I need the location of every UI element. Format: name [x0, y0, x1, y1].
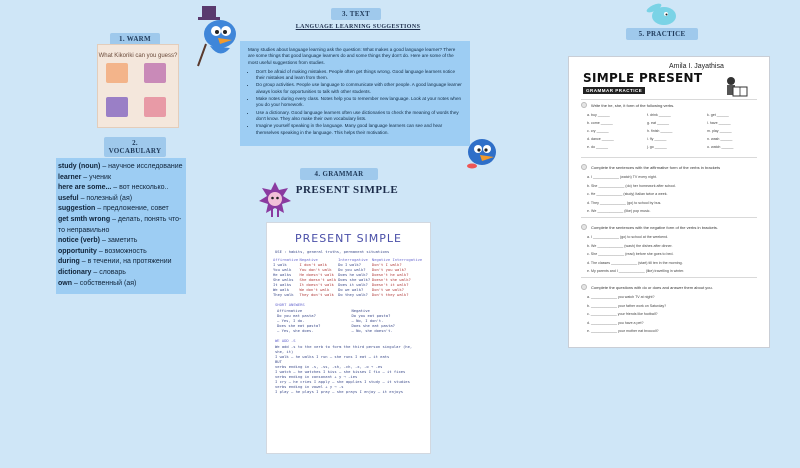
text-panel	[240, 41, 470, 146]
section-label-practice: 5. PRACTICE	[626, 28, 698, 40]
worksheet-item: n. wash ______	[707, 137, 733, 141]
spelling-line: verbs ending in consonant + y → -ies	[275, 374, 358, 379]
spelling-line: verbs ending in vowel + y → -s	[275, 384, 344, 389]
text-bullet: • Make notes during every class. Notes help you to remember new language. Look at your notes when you do your homework.	[256, 96, 462, 109]
vocab-item	[58, 173, 184, 184]
worksheet-divider	[581, 217, 757, 218]
worksheet-item: o. watch ______	[707, 145, 734, 149]
table-cell: I don't walk	[299, 262, 327, 267]
vocab-item	[58, 279, 184, 290]
grammar-title: PRESENT SIMPLE	[295, 184, 399, 196]
table-cell: It walks	[273, 282, 292, 287]
worksheet-instruction: Write the he, she, it form of the following verbs.	[591, 103, 675, 108]
character-thumb-2	[144, 63, 166, 83]
conjugation-table	[273, 257, 425, 297]
table-header: Negative	[299, 257, 318, 262]
table-cell: She walks	[273, 277, 294, 282]
spelling-line: I cry – he cries I apply – she applies I study – it studies	[275, 379, 410, 384]
section-number-badge	[581, 224, 587, 230]
section-number-badge	[581, 102, 587, 108]
worksheet-item: d. _____________ you have a pet?	[587, 320, 644, 325]
vocab-term: suggestion	[58, 205, 96, 213]
short-answer-line: Does she eat pasta?	[351, 323, 395, 328]
text-title: LANGUAGE LEARNING SUGGESTIONS	[295, 24, 421, 30]
vocab-definition: – вот несколько..	[111, 184, 169, 192]
grammar-sheet	[266, 222, 431, 454]
table-cell: She doesn't walk	[299, 277, 337, 282]
worksheet-item: f. drink ______	[647, 113, 671, 117]
vocab-item	[58, 257, 184, 268]
worksheet-item: a. buy ______	[587, 113, 610, 117]
section-number-badge	[581, 284, 587, 290]
short-answer-line: Do you eat pasta?	[351, 313, 391, 318]
vocab-item	[58, 204, 184, 215]
table-cell: Does he walk?	[338, 272, 368, 277]
vocab-definition: – заметить	[100, 237, 138, 245]
vocab-definition: – полезный (ая)	[78, 194, 133, 202]
warm-up-card	[97, 44, 179, 128]
text-intro: Many studies about language learning ask the question: What makes a good language learner? There are some things that good language learners do and some things they don't do. Here are some of the most useful suggestions from studies.	[248, 47, 456, 65]
table-cell: Does it walk?	[338, 282, 368, 287]
short-answer-line: Does she eat pasta?	[277, 323, 321, 328]
short-answer-line: – No, I don't.	[351, 318, 384, 323]
worksheet-divider	[581, 277, 757, 278]
worksheet-item: g. eat ______	[647, 121, 669, 125]
vocab-item	[58, 236, 184, 247]
worksheet-item: b. come ______	[587, 121, 613, 125]
worksheet-subtitle: GRAMMAR PRACTICE	[583, 87, 645, 94]
table-cell: Do I walk?	[338, 262, 361, 267]
worksheet-item: b. We _____________ (wash) the dishes after dinner.	[587, 243, 673, 248]
table-cell: Don't I walk?	[371, 262, 402, 267]
vocab-item	[58, 162, 184, 173]
vocab-definition: – ученик	[81, 173, 112, 181]
table-cell: I walk	[273, 262, 287, 267]
vocab-item	[58, 183, 184, 194]
worksheet-item: e. _____________ your mother eat broccoli?	[587, 329, 659, 333]
section-label-vocabulary: 2. VOCABULARY	[104, 137, 166, 157]
worksheet-item: c. _____________ your friends like football?	[587, 312, 658, 316]
worksheet-item: l. have ______	[707, 121, 731, 125]
text-bullet: • Use a dictionary. Good language learners often use dictionaries to check the meaning of words they don't know. They also make their own vocabulary lists.	[256, 110, 462, 123]
short-answer-line: – Yes, I do.	[277, 318, 305, 323]
vocab-term: learner	[58, 173, 82, 181]
vocab-term: useful	[58, 194, 79, 202]
short-answer-line: – No, she doesn't.	[351, 328, 393, 333]
worksheet-title: SIMPLE PRESENT	[583, 71, 703, 85]
vocab-item	[58, 268, 184, 279]
vocab-item	[58, 247, 184, 258]
vocab-definition: – делать, понять что-то неправильно	[58, 215, 182, 234]
worksheet-instruction: Complete the questions with do or does and answer them about you.	[591, 285, 713, 290]
vocab-item	[58, 194, 184, 205]
short-answers-heading: SHORT ANSWERS	[275, 302, 305, 307]
short-answer-line: – Yes, she does.	[277, 328, 314, 333]
worksheet-item: e. My parents and I _____________ (like) travelling in winter.	[587, 269, 685, 273]
table-cell: Don't you walk?	[371, 267, 407, 272]
table-cell: Doesn't she walk?	[371, 277, 411, 282]
vocab-definition: – предложение, совет	[95, 205, 169, 213]
vocab-term: here are some...	[58, 184, 112, 192]
warm-up-question: What Kikoriki can you guess?	[98, 53, 178, 59]
table-cell: It doesn't walk	[299, 282, 334, 287]
worksheet-item: d. The classes _____________ (start) till ten in the morning.	[587, 260, 683, 265]
table-cell: You walk	[273, 267, 292, 272]
worksheet-instruction: Complete the sentences with the negative form of the verbs in brackets.	[591, 225, 718, 230]
table-cell: Do we walk?	[338, 287, 364, 292]
bunny-character-icon	[640, 0, 686, 30]
worksheet-item: c. She _____________ (read) before she goes to bed.	[587, 252, 674, 256]
text-bullets	[256, 69, 462, 136]
worksheet-item: b. _____________ your father work on Saturday?	[587, 303, 667, 308]
table-cell: They walk	[273, 292, 294, 297]
section-label-grammar: 4. GRAMMAR	[300, 168, 378, 180]
vocab-term: get smth wrong	[58, 215, 111, 223]
worksheet-instruction: Complete the sentences with the affirmative form of the verbs in brackets	[591, 165, 721, 170]
table-header: Interrogative	[338, 257, 368, 262]
spelling-lines	[275, 344, 422, 394]
table-cell: Don't they walk?	[371, 292, 409, 297]
short-answers-lines	[277, 308, 420, 333]
vocab-term: own	[58, 279, 72, 287]
spelling-line: I watch – he watches I kiss – she kisses I fix – it fixes	[275, 369, 406, 374]
vocab-term: notice (verb)	[58, 237, 101, 245]
spelling-heading: WE ADD -S	[275, 338, 296, 343]
worksheet-item: k. get ______	[707, 113, 729, 117]
spelling-line: I walk – he walks I run – she runs I eat – it eats	[275, 354, 390, 359]
worksheet-item: a. I _____________ (watch) TV every night.	[587, 175, 657, 179]
table-header: Affirmative	[273, 257, 299, 262]
vocab-definition: – в течении, на протяжении	[79, 258, 172, 266]
character-thumb-4	[144, 97, 166, 117]
spelling-line: verbs ending in -s, -ss, -sh, -ch, -x, -o → -es	[275, 364, 383, 369]
table-cell: Doesn't he walk?	[371, 272, 409, 277]
worksheet-item: b. She _____________ (do) her homework after school.	[587, 183, 677, 188]
text-bullet: • Do group activities. People use language to communicate with other people. A good language learner always looks for opportunities to talk with other students.	[256, 82, 462, 95]
worksheet-item: j. go ______	[647, 145, 667, 149]
practice-worksheet	[568, 56, 770, 348]
vocab-definition: – собственный (ая)	[72, 279, 137, 287]
worksheet-item: c. cry ______	[587, 129, 609, 133]
grammar-sheet-title: PRESENT SIMPLE	[294, 232, 403, 245]
text-bullet: • Imagine yourself speaking in the language. Many good language learners can see and hear themselves speaking in the language. This helps their motivation.	[256, 123, 462, 136]
vocab-definition: – словарь	[91, 268, 126, 276]
text-bullet: • Don't be afraid of making mistakes. People often get things wrong. Good language learners notice their mistakes and learn from them.	[256, 69, 462, 82]
short-answer-line: Do you eat pasta?	[277, 313, 316, 318]
reading-person-icon	[719, 75, 753, 101]
table-cell: They don't walk	[299, 292, 334, 297]
grammar-use-line: USE : habits, general truths, permanent situations	[275, 249, 390, 254]
worksheet-item: e. We _____________ (like) pop music.	[587, 209, 651, 213]
vocab-item	[58, 215, 184, 236]
character-thumb-1	[106, 63, 128, 83]
worksheet-item: c. He _____________ (study) Italian twice a week.	[587, 192, 668, 196]
vocab-definition: – научное исследование	[100, 163, 183, 170]
vocab-definition: – возможность	[96, 247, 147, 255]
table-cell: He walks	[273, 272, 292, 277]
table-header: Negative Interrogative	[371, 257, 423, 262]
worksheet-item: i. fly ______	[647, 137, 667, 141]
worksheet-author: Amila I. Jayathisa	[669, 63, 724, 70]
vocab-term: during	[58, 258, 80, 266]
table-cell: He doesn't walk	[299, 272, 334, 277]
character-thumb-3	[106, 97, 128, 117]
table-cell: We walk	[273, 287, 290, 292]
table-cell: Doesn't it walk?	[371, 282, 409, 287]
worksheet-item: d. dance ______	[587, 137, 614, 141]
worksheet-item: d. They _____________ (go) to school by bus.	[587, 200, 662, 205]
short-answer-line: Negative	[351, 308, 370, 313]
vocab-term: study (noun)	[58, 163, 101, 170]
spelling-line: We add -s to the verb to form the third person singular (he, she, it)	[275, 344, 413, 354]
vocab-term: opportunity	[58, 247, 97, 255]
table-cell: Do you walk?	[338, 267, 366, 272]
section-number-badge	[581, 164, 587, 170]
worksheet-divider	[581, 157, 757, 158]
worksheet-item: h. finish ______	[647, 129, 673, 133]
short-answer-line: Affirmative	[277, 308, 303, 313]
table-cell: Do they walk?	[338, 292, 368, 297]
vocab-term: dictionary	[58, 268, 92, 276]
section-label-text: 3. TEXT	[331, 8, 381, 20]
table-cell: We don't walk	[299, 287, 330, 292]
worksheet-item: a. I _____________ (go) to school at the weekend.	[587, 235, 669, 239]
worksheet-item: a. _____________ you watch TV at night?	[587, 295, 655, 299]
hedgehog-character-icon	[258, 180, 292, 220]
section-label-warm-up: 1. WARM	[110, 33, 160, 53]
spelling-line: I play – he plays I pray – she prays I enjoy – it enjoys	[275, 389, 404, 394]
table-cell: Does she walk?	[338, 277, 371, 282]
worksheet-item: e. do ______	[587, 145, 608, 149]
table-row	[273, 292, 425, 297]
table-cell: Don't we walk?	[371, 287, 404, 292]
worksheet-item: m. play ______	[707, 129, 732, 133]
spelling-line: BUT	[275, 359, 282, 364]
vocabulary-panel	[56, 158, 186, 294]
table-cell: You don't walk	[299, 267, 332, 272]
